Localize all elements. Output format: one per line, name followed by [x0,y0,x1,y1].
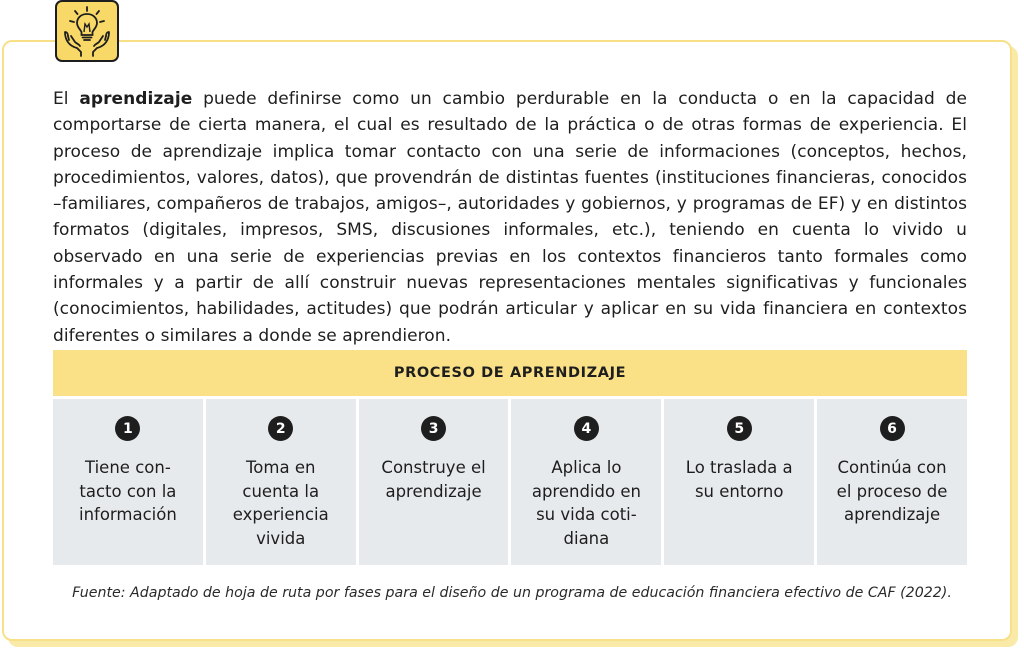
lightbulb-hands-icon [55,0,119,62]
step-number-badge: 5 [727,416,752,441]
step-number-badge: 4 [574,416,599,441]
table-header: PROCESO DE APRENDIZAJE [53,350,967,396]
step-number-badge: 6 [880,416,905,441]
step-label: Toma en cuenta la experiencia vivida [232,458,329,548]
step-cell [817,399,967,565]
step-cell [206,399,356,565]
step-cell [511,399,661,565]
step-label: Lo traslada a su entorno [685,458,793,501]
step-cell [53,399,203,565]
step-number-badge: 1 [115,416,140,441]
intro-text: puede definirse como un cambio perdurable en la conducta o en la capacidad de comportarse de cierta manera, el cual es resultado de la práctica o de otras formas de experiencia. El proceso de aprendizaje implica tomar contacto con una serie de informaciones (conceptos, hechos, procedimientos, valores, datos), que provendrán de distintas fuentes (instituciones financieras, conocidos –familiares, compañeros de trabajos, amigos–, autoridades y gobiernos, y programas de EF) y en distintos formatos (digitales, impresos, SMS, discusiones informales, etc.), teniendo en cuenta lo vivido u observado en una serie de experiencias previas en los contextos financieros tanto formales como informales y a partir de allí construir nuevas representaciones mentales significativas y funcionales (conocimientos, habilidades, actitudes) que podrán articular y aplicar en su vida financiera en contextos diferentes o similares a donde se aprendieron. [53,89,967,346]
step-number-badge: 2 [268,416,293,441]
step-label: Tiene con- tacto con la información [78,458,177,524]
step-label: Continúa con el proceso de aprendizaje [836,458,948,524]
step-cell [359,399,509,565]
intro-bold-term: aprendizaje [79,89,193,109]
step-number-badge: 3 [421,416,446,441]
steps-row [53,399,967,565]
intro-prefix: El [53,89,80,109]
source-note: Fuente: Adaptado de hoja de ruta por fases para el diseño de un programa de educación financiera efectivo de CAF (2022). [72,585,952,601]
learning-process-table [53,350,967,565]
step-label: Construye el aprendizaje [381,458,486,501]
step-label: Aplica lo aprendido en su vida coti- diana [531,458,641,548]
intro-paragraph [53,86,967,349]
step-cell [664,399,814,565]
